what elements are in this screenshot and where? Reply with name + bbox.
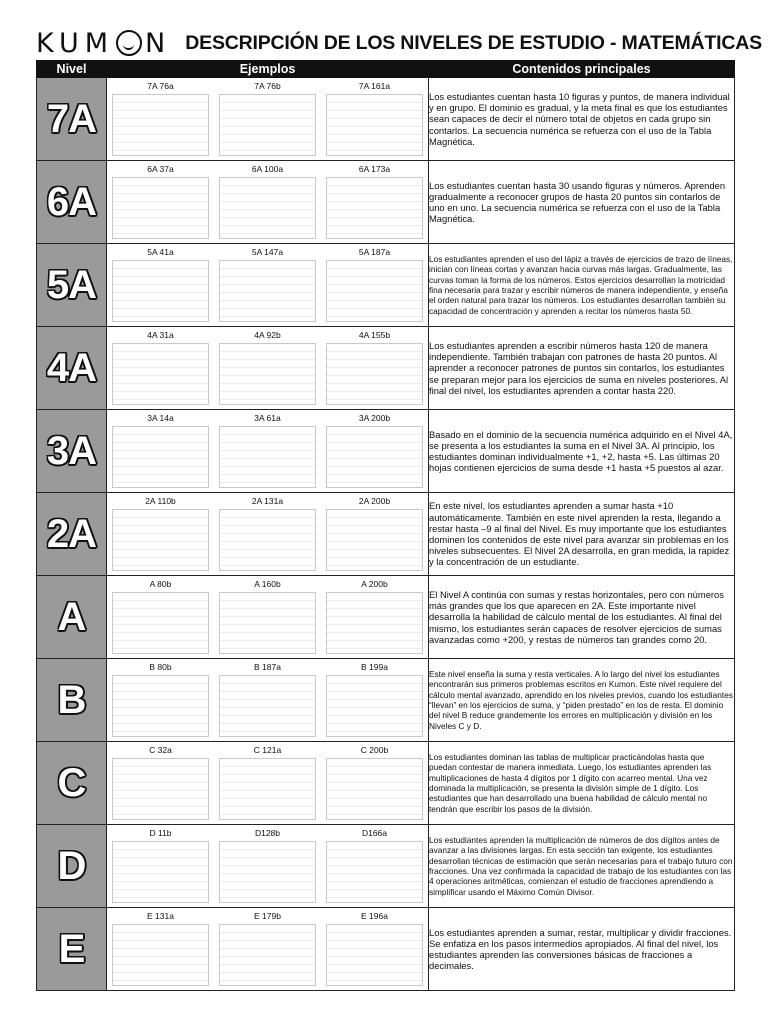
- examples-cell: [107, 908, 429, 991]
- worksheet-thumbnail: [326, 177, 423, 239]
- level-cell: [37, 410, 107, 493]
- worksheet-thumbnail: [219, 924, 316, 986]
- level-code: B: [57, 677, 86, 722]
- worksheet-example: [214, 908, 321, 990]
- worksheet-example: [321, 327, 428, 409]
- worksheet-example-label: 2A 110b: [145, 496, 176, 506]
- worksheet-example: [107, 78, 214, 160]
- examples-cell: [107, 327, 429, 410]
- level-code: A: [57, 594, 86, 639]
- worksheet-example-label: 7A 76a: [147, 81, 174, 91]
- levels-table: [36, 60, 735, 991]
- worksheet-example: [107, 493, 214, 575]
- table-row: [37, 244, 735, 327]
- examples-cell: [107, 576, 429, 659]
- table-row: [37, 410, 735, 493]
- worksheet-example: [107, 825, 214, 907]
- logo-text-right: N: [145, 27, 172, 59]
- level-cell: [37, 244, 107, 327]
- worksheet-thumbnail: [112, 675, 209, 737]
- smiley-face-icon: [116, 30, 142, 56]
- worksheet-example-label: 2A 200b: [358, 496, 391, 506]
- content-cell: [429, 493, 735, 576]
- worksheet-example: [107, 327, 214, 409]
- logo-text-left: KUM: [36, 27, 115, 59]
- level-code: 4A: [46, 345, 97, 390]
- level-cell: [37, 161, 107, 244]
- content-cell: [429, 78, 735, 161]
- content-cell: [429, 410, 735, 493]
- content-cell: [429, 576, 735, 659]
- content-cell: [429, 825, 735, 908]
- worksheet-thumbnail: [219, 94, 316, 156]
- worksheet-thumbnail: [326, 841, 423, 903]
- examples-cell: [107, 410, 429, 493]
- worksheet-thumbnail: [219, 177, 316, 239]
- worksheet-thumbnail: [219, 509, 316, 571]
- worksheet-thumbnail: [326, 758, 423, 820]
- worksheet-thumbnail: [219, 675, 316, 737]
- worksheet-thumbnail: [326, 924, 423, 986]
- page-header: [36, 26, 762, 60]
- table-header-row: [37, 61, 735, 78]
- worksheet-example-label: 3A 14a: [147, 413, 174, 423]
- examples-cell: [107, 659, 429, 742]
- worksheet-example-label: 4A 31a: [147, 330, 174, 340]
- worksheet-example: [107, 742, 214, 824]
- level-description: Los estudiantes cuentan hasta 10 figuras y puntos, de manera individual y en grupo. El dominio es gradual, y la meta final es que los estudiantes sean capaces de decir el número total de objetos en cada grupo sin contarlos. La secuencia numérica se refuerza con el uso de la Tabla Magnética.: [429, 90, 730, 147]
- level-code: 7A: [46, 96, 97, 141]
- levels-table-body: [37, 78, 735, 991]
- worksheet-example: [214, 327, 321, 409]
- worksheet-thumbnail: [219, 343, 316, 405]
- worksheet-example-label: 7A 76b: [254, 81, 281, 91]
- worksheet-example: [214, 576, 321, 658]
- worksheet-example-label: 4A 155b: [358, 330, 391, 340]
- level-description: En este nivel, los estudiantes aprenden a sumar hasta +10 automáticamente. También en este nivel aprenden la resta, llegando a restar hasta –9 al final del Nivel. Es muy importante que los estudiantes dominen los contenidos de este nivel para avanzar sin problemas en los niveles subsecuentes. El Nivel 2A desarrolla, en gran medida, la rapidez y la concentración de un estudiante.: [429, 500, 730, 568]
- worksheet-example-label: 5A 41a: [147, 247, 174, 257]
- worksheet-thumbnail: [326, 260, 423, 322]
- table-row: [37, 161, 735, 244]
- level-cell: [37, 576, 107, 659]
- worksheet-example: [214, 244, 321, 326]
- worksheet-example-label: A 160b: [254, 579, 281, 589]
- level-description: Los estudiantes aprenden a escribir números hasta 120 de manera independiente. También trabajan con patrones de hasta 20 puntos. Al aprender a reconocer patrones de puntos sin contarlos, los estudiantes se preparan mejor para los ejercicios de suma en niveles posteriores. Al final del nivel, los estudiantes aprenden a contar hasta 220.: [429, 339, 729, 396]
- worksheet-example-label: 4A 92b: [254, 330, 281, 340]
- worksheet-example: [214, 825, 321, 907]
- worksheet-example-label: A 200b: [361, 579, 388, 589]
- worksheet-example-label: B 199a: [361, 662, 388, 672]
- worksheet-thumbnail: [326, 592, 423, 654]
- content-cell: [429, 659, 735, 742]
- level-cell: [37, 908, 107, 991]
- worksheet-example: [107, 244, 214, 326]
- worksheet-example: [214, 410, 321, 492]
- worksheet-thumbnail: [219, 758, 316, 820]
- level-code: C: [57, 760, 86, 805]
- table-row: [37, 493, 735, 576]
- worksheet-thumbnail: [219, 841, 316, 903]
- worksheet-example-label: 2A 131a: [251, 496, 284, 506]
- level-cell: [37, 327, 107, 410]
- worksheet-example: [321, 161, 428, 243]
- worksheet-thumbnail: [112, 758, 209, 820]
- worksheet-example-label: A 80b: [149, 579, 172, 589]
- content-cell: [429, 161, 735, 244]
- worksheet-example-label: B 80b: [149, 662, 172, 672]
- worksheet-example: [107, 161, 214, 243]
- worksheet-example-label: B 187a: [254, 662, 281, 672]
- level-description: Los estudiantes dominan las tablas de multiplicar practicándolas hasta que puedan contestar de manera inmediata. Luego, los estudiantes aprenden las multiplicaciones de hasta 4 dígitos por 1 dígito con acarreo mental. Una vez dominada la multiplicación, se presenta la división simple de 1 dígito. Los estudiantes que han desarrollado una buena habilidad de cálculo mental no tendrán que escribir los pasos de la división.: [429, 751, 712, 814]
- level-code: E: [58, 926, 85, 971]
- worksheet-thumbnail: [326, 509, 423, 571]
- level-description: El Nivel A continúa con sumas y restas horizontales, pero con números más grandes que los que aparecen en 2A. Este importante nivel desarrolla la habilidad de cálculo mental de los estudiantes. Al final del mismo, los estudiantes serán capaces de resolver ejercicios de sumas avanzadas como +200, y restas de números tan grandes como 20.: [429, 588, 724, 645]
- worksheet-thumbnail: [326, 94, 423, 156]
- worksheet-thumbnail: [326, 426, 423, 488]
- worksheet-thumbnail: [326, 675, 423, 737]
- worksheet-example-label: D 11b: [149, 828, 172, 838]
- worksheet-example-label: 5A 187a: [358, 247, 391, 257]
- table-row: [37, 825, 735, 908]
- worksheet-example: [321, 410, 428, 492]
- level-description: Los estudiantes cuentan hasta 30 usando figuras y números. Aprenden gradualmente a reconocer grupos de hasta 20 puntos sin contarlos de uno en uno. La secuencia numérica se refuerza con el uso de la Tabla Magnética.: [429, 179, 726, 225]
- worksheet-example: [107, 659, 214, 741]
- worksheet-thumbnail: [219, 592, 316, 654]
- worksheet-example: [107, 410, 214, 492]
- column-header-examples: Ejemplos: [107, 61, 429, 78]
- examples-cell: [107, 78, 429, 161]
- worksheet-example-label: C 32a: [149, 745, 172, 755]
- table-row: [37, 742, 735, 825]
- worksheet-example: [321, 78, 428, 160]
- table-row: [37, 576, 735, 659]
- content-cell: [429, 327, 735, 410]
- worksheet-example-label: D166a: [361, 828, 388, 838]
- level-cell: [37, 825, 107, 908]
- worksheet-example: [321, 742, 428, 824]
- worksheet-example: [321, 908, 428, 990]
- worksheet-example: [214, 659, 321, 741]
- level-description: Los estudiantes aprenden a sumar, restar, multiplicar y dividir fracciones. Se enfatiza en los pasos intermedios apropiados. Al final del nivel, los estudiantes aprenden las conversiones básicas de fracciones a decimales.: [429, 926, 732, 972]
- worksheet-example-label: 6A 37a: [147, 164, 174, 174]
- table-row: [37, 908, 735, 991]
- table-row: [37, 659, 735, 742]
- worksheet-example-label: 3A 200b: [358, 413, 391, 423]
- worksheet-thumbnail: [112, 509, 209, 571]
- worksheet-example-label: C 121a: [253, 745, 282, 755]
- worksheet-example: [214, 161, 321, 243]
- worksheet-example: [321, 825, 428, 907]
- worksheet-thumbnail: [112, 94, 209, 156]
- content-cell: [429, 244, 735, 327]
- worksheet-example: [107, 576, 214, 658]
- column-header-contents: Contenidos principales: [429, 61, 735, 78]
- worksheet-example: [214, 493, 321, 575]
- worksheet-thumbnail: [112, 260, 209, 322]
- table-row: [37, 327, 735, 410]
- worksheet-example-label: D128b: [254, 828, 281, 838]
- worksheet-thumbnail: [112, 343, 209, 405]
- worksheet-example-label: 5A 147a: [251, 247, 284, 257]
- examples-cell: [107, 742, 429, 825]
- level-description: Los estudiantes aprenden la multiplicación de números de dos dígitos antes de avanzar a las divisiones largas. En esta sección tan exigente, los estudiantes desarrollan técnicas de estimación que serán necesarias para el trabajo futuro con fracciones. Una vez confirmada la capacidad de trabajo de los estudiantes con las 4 operaciones aritméticas, comienzan el estudio de fracciones aprendiendo a simplificar usando el Máximo Común Divisor.: [429, 834, 733, 897]
- level-description: Los estudiantes aprenden el uso del lápiz a través de ejercicios de trazo de líneas, inician con líneas cortas y avanzan hacia curvas más largas. Gradualmente, las curvas toman la forma de los números. Estos ejercicios desarrollan la motricidad fina necesaria para trazar y escribir números de manera independiente, y enseña el orden natural para trazar los números. Los estudiantes desarrollan también su capacidad de concentración y aprenden a recitar los números hasta 50.: [429, 253, 733, 316]
- worksheet-example-label: E 131a: [147, 911, 174, 921]
- worksheet-thumbnail: [112, 426, 209, 488]
- worksheet-thumbnail: [219, 260, 316, 322]
- level-cell: [37, 659, 107, 742]
- kumon-logo: [36, 28, 171, 59]
- examples-cell: [107, 493, 429, 576]
- examples-cell: [107, 161, 429, 244]
- worksheet-thumbnail: [219, 426, 316, 488]
- table-row: [37, 78, 735, 161]
- worksheet-example: [321, 576, 428, 658]
- worksheet-example-label: 6A 100a: [251, 164, 284, 174]
- worksheet-example: [214, 742, 321, 824]
- worksheet-example: [214, 78, 321, 160]
- worksheet-example: [321, 493, 428, 575]
- worksheet-example-label: C 200b: [360, 745, 389, 755]
- worksheet-example: [107, 908, 214, 990]
- worksheet-thumbnail: [112, 841, 209, 903]
- content-cell: [429, 908, 735, 991]
- worksheet-thumbnail: [112, 924, 209, 986]
- worksheet-example: [321, 244, 428, 326]
- level-cell: [37, 493, 107, 576]
- level-description: Este nivel enseña la suma y resta verticales. A lo largo del nivel los estudiantes encontrarán sus primeros problemas escritos en Kumon. Este nivel requiere del cálculo mental avanzado, aprendido en los niveles previos, cuando los estudiantes “llevan” en los ejercicios de suma, y “piden prestado” en los de resta. El dominio del nivel B reduce grandemente los errores en multiplicación y división en los Niveles C y D.: [429, 668, 733, 731]
- worksheet-example: [321, 659, 428, 741]
- worksheet-example-label: 3A 61a: [254, 413, 281, 423]
- level-code: D: [57, 843, 86, 888]
- content-cell: [429, 742, 735, 825]
- level-description: Basado en el dominio de la secuencia numérica adquirido en el Nivel 4A, se presenta a los estudiantes la suma en el Nivel 3A. Al principio, los estudiantes dominan individualmente +1, +2, hasta +5. Las últimas 20 hojas contienen ejercicios de suma desde +1 hasta +5 puestos al azar.: [429, 428, 733, 474]
- examples-cell: [107, 825, 429, 908]
- level-code: 3A: [46, 428, 97, 473]
- worksheet-thumbnail: [112, 177, 209, 239]
- worksheet-thumbnail: [326, 343, 423, 405]
- worksheet-example-label: 7A 161a: [358, 81, 391, 91]
- worksheet-example-label: 6A 173a: [358, 164, 391, 174]
- worksheet-example-label: E 179b: [254, 911, 281, 921]
- level-code: 5A: [46, 262, 97, 307]
- level-cell: [37, 742, 107, 825]
- level-cell: [37, 78, 107, 161]
- page-title: DESCRIPCIÓN DE LOS NIVELES DE ESTUDIO - MATEMÁTICAS: [185, 31, 762, 54]
- examples-cell: [107, 244, 429, 327]
- level-code: 2A: [46, 511, 97, 556]
- worksheet-example-label: E 196a: [361, 911, 388, 921]
- level-code: 6A: [46, 179, 97, 224]
- column-header-level: Nivel: [37, 61, 107, 78]
- worksheet-thumbnail: [112, 592, 209, 654]
